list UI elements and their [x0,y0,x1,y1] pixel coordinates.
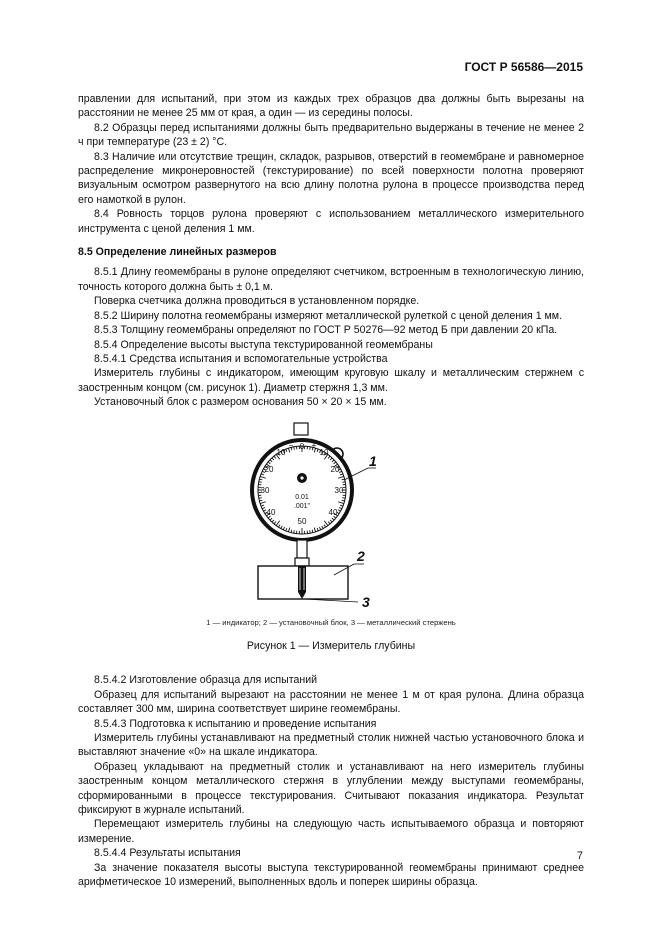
paragraph: 8.5.4 Определение высоты выступа текстурированной геомембраны [94,338,433,351]
dial-number: 40 [266,507,276,517]
gauge-stem [297,540,307,558]
gauge-collar [295,558,309,566]
paragraph: Установочный блок с размером основания 50 × 20 × 15 мм. [94,396,387,409]
paragraph: 8.5.4.4 Результаты испытания [94,847,241,860]
dial-tick [294,530,295,533]
dial-number: 10 [276,447,286,457]
paragraph: 8.5.4.2 Изготовление образца для испытаний [94,674,318,687]
dial-number: 20 [330,464,340,474]
dial-sign-plus: + [311,440,317,450]
callout-2: 2 [357,547,365,564]
paragraph: Измеритель глубины устанавливают на предметный столик нижней частью установочного блока и выставляют значение «0» на шкале индикатора. [78,731,584,759]
paragraph: 8.5.3 Толщину геомембраны определяют по ГОСТ Р 50276—92 метод Б при давлении 20 кПа. [94,324,558,337]
figure-caption: Рисунок 1 — Измеритель глубины [246,639,416,652]
paragraph: Образец для испытаний вырезают на расстоянии не менее 1 м от края рулона. Длина образца составляет 300 мм, ширина соответствует ширине геомембраны. [78,688,584,716]
paragraph: Измеритель глубины с индикатором, имеющим круговую шкалу и металлическим стержнем с заостренным концом (см. рисунок 1). Диаметр стержня 1,3 мм. [78,367,584,394]
dial-number: 20 [264,464,274,474]
dial-tick [294,446,295,449]
metal-rod [298,566,306,592]
paragraph: За значение показателя высоты выступа текстурированной геомембраны принимают среднее арифметическое 10 измерений, выполненных вдоль и поперек ширины образца. [78,861,584,889]
dial-number: 10 [319,447,329,457]
gauge-cap [294,423,308,435]
paragraph: 8.5.4.1 Средства испытания и вспомогательные устройства [94,352,388,365]
paragraph: правлении для испытаний, при этом из каждых трех образцов два должны быть вырезаны на расстоянии не менее 25 мм от края, а один — из середины полосы. [78,93,584,120]
dial-tick [310,530,311,533]
section-heading: 8.5 Определение линейных размеров [78,246,277,259]
paragraph: Перемещают измеритель глубины на следующую часть испытываемого образца и повторяют измерение. [78,818,584,845]
paragraph: 8.3 Наличие или отсутствие трещин, складок, разрывов, отверстий в геомембране и равномерное распределение микронеровностей (текстурирование) по всей поверхности полотна проверяют визуальным осмотром развернутого на всю длину полотна рулона в процессе производства перед его намоткой в рулон. [78,150,584,206]
dial-unit-inch: .001" [293,502,311,510]
paragraph: Поверка счетчика должна проводиться в установленном порядке. [94,295,420,308]
figure-legend: 1 — индикатор; 2 — установочный блок, 3 — металлический стержень [206,617,456,627]
paragraph: 8.5.4.3 Подготовка к испытанию и проведение испытания [94,717,377,730]
dial-number: 50 [297,516,307,526]
paragraph: 8.4 Ровность торцов рулона проверяют с использованием металлического измерительного инструмента с ценой деления 1 мм. [78,208,584,235]
callout-1: 1 [369,452,377,469]
dial-number: 0 [299,441,305,451]
depth-gauge-drawing [78,418,584,614]
dial-number: 30 [260,485,270,495]
document-body [78,92,584,889]
dial-number: 40 [328,507,338,517]
dial-tick [342,497,345,498]
paragraph: 8.5.2 Ширину полотна геомембраны измеряют металлической рулеткой с ценой деления 1 мм. [94,309,563,322]
dial-tick [342,481,345,482]
page-number: 7 [576,850,583,862]
dial-tick [259,481,262,482]
dial-sign-minus: − [288,440,294,450]
paragraph: Образец укладывают на предметный столик и устанавливают на него измеритель глубины заостренным концом металлического стержня в углублении между выступами геомембраны, сформированными в процессе текстурирования. Считывают показания индикатора. Результат фиксируют в журнале испытаний. [78,760,584,816]
dial-number: 30 [334,485,344,495]
callout-3: 3 [362,593,370,610]
dial-unit: 0.01 [295,493,309,501]
document-code: ГОСТ Р 56586—2015 [464,60,583,74]
paragraph: 8.2 Образцы перед испытаниями должны быть предварительно выдержаны в течение не менее 2 ч при температуре (23 ± 2) °С. [78,121,584,149]
figure-depth-gauge [78,418,584,614]
paragraph: 8.5.1 Длину геомембраны в рулоне определяют счетчиком, встроенным в технологическую линию, точность которого должна быть ± 0,1 м. [78,266,584,293]
dial-tick [310,446,311,449]
dial-tick [259,497,262,498]
